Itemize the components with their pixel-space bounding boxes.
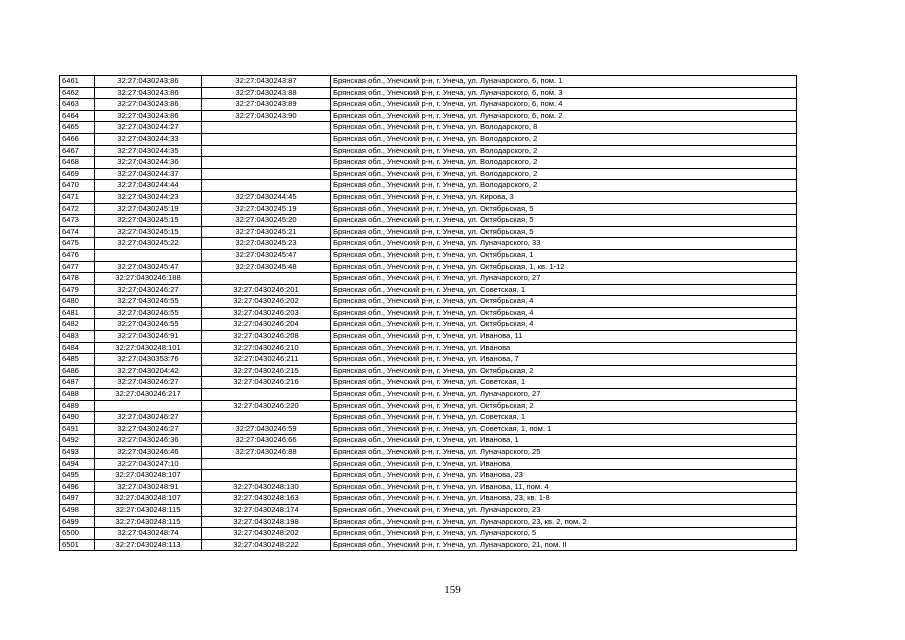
address-cell: Брянская обл., Унечский р-н, г. Унеча, ул. Октябрьская, 2 bbox=[331, 365, 797, 377]
table-row bbox=[60, 122, 797, 134]
row-number-cell: 6475 bbox=[60, 238, 95, 250]
cadastral-number-cell: 32:27:0430245:15 bbox=[95, 215, 202, 227]
object-number-cell: 32:27:0430245:23 bbox=[202, 238, 331, 250]
address-cell: Брянская обл., Унечский р-н, г. Унеча, ул. Володарского, 2 bbox=[331, 157, 797, 169]
cadastral-number-cell: 32:27:0430244:35 bbox=[95, 145, 202, 157]
cadastral-number-cell: 32:27:0430246:36 bbox=[95, 435, 202, 447]
object-number-cell: 32:27:0430246:59 bbox=[202, 423, 331, 435]
object-number-cell: 32:27:0430245:48 bbox=[202, 261, 331, 273]
object-number-cell bbox=[202, 412, 331, 424]
row-number-cell: 6461 bbox=[60, 76, 95, 88]
row-number-cell: 6469 bbox=[60, 168, 95, 180]
address-cell: Брянская обл., Унечский р-н, г. Унеча, ул. Иванова bbox=[331, 458, 797, 470]
row-number-cell: 6472 bbox=[60, 203, 95, 215]
table-row bbox=[60, 377, 797, 389]
address-cell: Брянская обл., Унечский р-н, г. Унеча, ул. Советская, 1 bbox=[331, 412, 797, 424]
table-row bbox=[60, 331, 797, 343]
object-number-cell: 32:27:0430246:66 bbox=[202, 435, 331, 447]
row-number-cell: 6497 bbox=[60, 493, 95, 505]
table-row bbox=[60, 412, 797, 424]
row-number-cell: 6465 bbox=[60, 122, 95, 134]
object-number-cell: 32:27:0430246:204 bbox=[202, 319, 331, 331]
cadastral-number-cell bbox=[95, 249, 202, 261]
registry-table-body bbox=[60, 76, 797, 551]
row-number-cell: 6471 bbox=[60, 191, 95, 203]
row-number-cell: 6479 bbox=[60, 284, 95, 296]
object-number-cell: 32:27:0430244:45 bbox=[202, 191, 331, 203]
row-number-cell: 6491 bbox=[60, 423, 95, 435]
table-row bbox=[60, 203, 797, 215]
table-row bbox=[60, 389, 797, 401]
address-cell: Брянская обл., Унечский р-н, г. Унеча, ул. Октябрьская, 2 bbox=[331, 400, 797, 412]
address-cell: Брянская обл., Унечский р-н, г. Унеча, ул. Октябрьская, 1, кв. 1-12 bbox=[331, 261, 797, 273]
cadastral-number-cell: 32:27:0430353:76 bbox=[95, 354, 202, 366]
cadastral-number-cell: 32:27:0430244:27 bbox=[95, 122, 202, 134]
cadastral-number-cell: 32:27:0430246:55 bbox=[95, 296, 202, 308]
row-number-cell: 6498 bbox=[60, 504, 95, 516]
address-cell: Брянская обл., Унечский р-н, г. Унеча, ул. Октябрьская, 4 bbox=[331, 307, 797, 319]
cadastral-number-cell: 32:27:0430204:42 bbox=[95, 365, 202, 377]
object-number-cell: 32:27:0430246:210 bbox=[202, 342, 331, 354]
table-row bbox=[60, 400, 797, 412]
address-cell: Брянская обл., Унечский р-н, г. Унеча, ул. Советская, 1 bbox=[331, 377, 797, 389]
table-row bbox=[60, 319, 797, 331]
address-cell: Брянская обл., Унечский р-н, г. Унеча, ул. Луначарского, 6, пом. 1 bbox=[331, 76, 797, 88]
row-number-cell: 6481 bbox=[60, 307, 95, 319]
row-number-cell: 6493 bbox=[60, 447, 95, 459]
cadastral-number-cell: 32:27:0430246:91 bbox=[95, 331, 202, 343]
table-row bbox=[60, 447, 797, 459]
address-cell: Брянская обл., Унечский р-н, г. Унеча, ул. Советская, 1 bbox=[331, 284, 797, 296]
cadastral-number-cell: 32:27:0430248:107 bbox=[95, 493, 202, 505]
cadastral-number-cell: 32:27:0430248:113 bbox=[95, 539, 202, 551]
row-number-cell: 6467 bbox=[60, 145, 95, 157]
cadastral-number-cell: 32:27:0430243:86 bbox=[95, 110, 202, 122]
object-number-cell: 32:27:0430243:87 bbox=[202, 76, 331, 88]
address-cell: Брянская обл., Унечский р-н, г. Унеча, ул. Октябрьская, 5 bbox=[331, 203, 797, 215]
row-number-cell: 6501 bbox=[60, 539, 95, 551]
cadastral-number-cell: 32:27:0430246:55 bbox=[95, 307, 202, 319]
object-number-cell bbox=[202, 145, 331, 157]
table-row bbox=[60, 191, 797, 203]
table-row bbox=[60, 76, 797, 88]
address-cell: Брянская обл., Унечский р-н, г. Унеча, ул. Луначарского, 25 bbox=[331, 447, 797, 459]
cadastral-number-cell: 32:27:0430245:22 bbox=[95, 238, 202, 250]
object-number-cell bbox=[202, 157, 331, 169]
object-number-cell: 32:27:0430243:89 bbox=[202, 99, 331, 111]
table-row bbox=[60, 516, 797, 528]
address-cell: Брянская обл., Унечский р-н, г. Унеча, ул. Иванова, 1 bbox=[331, 435, 797, 447]
row-number-cell: 6487 bbox=[60, 377, 95, 389]
object-number-cell: 32:27:0430245:21 bbox=[202, 226, 331, 238]
page-number: 159 bbox=[444, 584, 461, 596]
cadastral-number-cell: 32:27:0430246:217 bbox=[95, 389, 202, 401]
row-number-cell: 6462 bbox=[60, 87, 95, 99]
address-cell: Брянская обл., Унечский р-н, г. Унеча, ул. Иванова, 11 bbox=[331, 331, 797, 343]
address-cell: Брянская обл., Унечский р-н, г. Унеча, ул. Володарского, 2 bbox=[331, 133, 797, 145]
cadastral-number-cell: 32:27:0430246:46 bbox=[95, 447, 202, 459]
table-row bbox=[60, 504, 797, 516]
object-number-cell: 32:27:0430248:163 bbox=[202, 493, 331, 505]
object-number-cell bbox=[202, 180, 331, 192]
object-number-cell: 32:27:0430243:90 bbox=[202, 110, 331, 122]
object-number-cell: 32:27:0430248:202 bbox=[202, 528, 331, 540]
row-number-cell: 6483 bbox=[60, 331, 95, 343]
row-number-cell: 6486 bbox=[60, 365, 95, 377]
table-row bbox=[60, 87, 797, 99]
address-cell: Брянская обл., Унечский р-н, г. Унеча, ул. Октябрьская, 4 bbox=[331, 319, 797, 331]
address-cell: Брянская обл., Унечский р-н, г. Унеча, ул. Луначарского, 27 bbox=[331, 389, 797, 401]
object-number-cell: 32:27:0430245:47 bbox=[202, 249, 331, 261]
address-cell: Брянская обл., Унечский р-н, г. Унеча, ул. Советская, 1, пом. 1 bbox=[331, 423, 797, 435]
table-row bbox=[60, 110, 797, 122]
object-number-cell: 32:27:0430248:198 bbox=[202, 516, 331, 528]
cadastral-number-cell: 32:27:0430248:91 bbox=[95, 481, 202, 493]
object-number-cell: 32:27:0430245:19 bbox=[202, 203, 331, 215]
cadastral-number-cell: 32:27:0430248:101 bbox=[95, 342, 202, 354]
cadastral-number-cell: 32:27:0430243:86 bbox=[95, 76, 202, 88]
table-row bbox=[60, 145, 797, 157]
address-cell: Брянская обл., Унечский р-н, г. Унеча, ул. Володарского, 8 bbox=[331, 122, 797, 134]
address-cell: Брянская обл., Унечский р-н, г. Унеча, ул. Володарского, 2 bbox=[331, 180, 797, 192]
row-number-cell: 6494 bbox=[60, 458, 95, 470]
table-row bbox=[60, 261, 797, 273]
table-row bbox=[60, 133, 797, 145]
table-row bbox=[60, 435, 797, 447]
row-number-cell: 6478 bbox=[60, 273, 95, 285]
cadastral-number-cell: 32:27:0430246:27 bbox=[95, 423, 202, 435]
table-row bbox=[60, 342, 797, 354]
address-cell: Брянская обл., Унечский р-н, г. Унеча, ул. Октябрьская, 1 bbox=[331, 249, 797, 261]
object-number-cell bbox=[202, 458, 331, 470]
table-row bbox=[60, 273, 797, 285]
address-cell: Брянская обл., Унечский р-н, г. Унеча, ул. Кирова, 3 bbox=[331, 191, 797, 203]
cadastral-number-cell: 32:27:0430248:107 bbox=[95, 470, 202, 482]
object-number-cell bbox=[202, 470, 331, 482]
address-cell: Брянская обл., Унечский р-н, г. Унеча, ул. Иванова bbox=[331, 342, 797, 354]
row-number-cell: 6480 bbox=[60, 296, 95, 308]
row-number-cell: 6495 bbox=[60, 470, 95, 482]
address-cell: Брянская обл., Унечский р-н, г. Унеча, ул. Володарского, 2 bbox=[331, 145, 797, 157]
cadastral-number-cell: 32:27:0430248:115 bbox=[95, 504, 202, 516]
table-row bbox=[60, 249, 797, 261]
table-row bbox=[60, 296, 797, 308]
table-row bbox=[60, 528, 797, 540]
table-row bbox=[60, 481, 797, 493]
row-number-cell: 6473 bbox=[60, 215, 95, 227]
row-number-cell: 6496 bbox=[60, 481, 95, 493]
address-cell: Брянская обл., Унечский р-н, г. Унеча, ул. Иванова, 23, кв. 1-8 bbox=[331, 493, 797, 505]
object-number-cell: 32:27:0430246:208 bbox=[202, 331, 331, 343]
object-number-cell bbox=[202, 389, 331, 401]
address-cell: Брянская обл., Унечский р-н, г. Унеча, ул. Иванова, 23 bbox=[331, 470, 797, 482]
cadastral-number-cell: 32:27:0430245:15 bbox=[95, 226, 202, 238]
row-number-cell: 6489 bbox=[60, 400, 95, 412]
cadastral-number-cell: 32:27:0430246:27 bbox=[95, 412, 202, 424]
address-cell: Брянская обл., Унечский р-н, г. Унеча, ул. Луначарского, 5 bbox=[331, 528, 797, 540]
cadastral-number-cell: 32:27:0430245:47 bbox=[95, 261, 202, 273]
object-number-cell: 32:27:0430246:201 bbox=[202, 284, 331, 296]
table-row bbox=[60, 180, 797, 192]
object-number-cell: 32:27:0430246:203 bbox=[202, 307, 331, 319]
cadastral-number-cell: 32:27:0430244:37 bbox=[95, 168, 202, 180]
row-number-cell: 6464 bbox=[60, 110, 95, 122]
table-row bbox=[60, 307, 797, 319]
address-cell: Брянская обл., Унечский р-н, г. Унеча, ул. Луначарского, 6, пом. 4 bbox=[331, 99, 797, 111]
address-cell: Брянская обл., Унечский р-н, г. Унеча, ул. Луначарского, 21, пом. II bbox=[331, 539, 797, 551]
table-row bbox=[60, 284, 797, 296]
table-row bbox=[60, 215, 797, 227]
row-number-cell: 6474 bbox=[60, 226, 95, 238]
cadastral-number-cell: 32:27:0430244:23 bbox=[95, 191, 202, 203]
object-number-cell bbox=[202, 168, 331, 180]
object-number-cell: 32:27:0430248:130 bbox=[202, 481, 331, 493]
row-number-cell: 6482 bbox=[60, 319, 95, 331]
address-cell: Брянская обл., Унечский р-н, г. Унеча, ул. Луначарского, 6, пом. 3 bbox=[331, 87, 797, 99]
cadastral-number-cell: 32:27:0430243:86 bbox=[95, 87, 202, 99]
object-number-cell: 32:27:0430246:202 bbox=[202, 296, 331, 308]
cadastral-number-cell: 32:27:0430246:55 bbox=[95, 319, 202, 331]
row-number-cell: 6490 bbox=[60, 412, 95, 424]
table-row bbox=[60, 354, 797, 366]
address-cell: Брянская обл., Унечский р-н, г. Унеча, ул. Володарского, 2 bbox=[331, 168, 797, 180]
object-number-cell: 32:27:0430243:88 bbox=[202, 87, 331, 99]
address-cell: Брянская обл., Унечский р-н, г. Унеча, ул. Луначарского, 27 bbox=[331, 273, 797, 285]
row-number-cell: 6466 bbox=[60, 133, 95, 145]
table-row bbox=[60, 168, 797, 180]
cadastral-number-cell: 32:27:0430248:115 bbox=[95, 516, 202, 528]
cadastral-number-cell: 32:27:0430247:10 bbox=[95, 458, 202, 470]
row-number-cell: 6468 bbox=[60, 157, 95, 169]
cadastral-number-cell: 32:27:0430244:33 bbox=[95, 133, 202, 145]
address-cell: Брянская обл., Унечский р-н, г. Унеча, ул. Иванова, 11, пом. 4 bbox=[331, 481, 797, 493]
object-number-cell bbox=[202, 273, 331, 285]
object-number-cell bbox=[202, 133, 331, 145]
table-row bbox=[60, 99, 797, 111]
table-row bbox=[60, 226, 797, 238]
object-number-cell: 32:27:0430246:216 bbox=[202, 377, 331, 389]
table-row bbox=[60, 238, 797, 250]
address-cell: Брянская обл., Унечский р-н, г. Унеча, ул. Октябрьская, 4 bbox=[331, 296, 797, 308]
table-row bbox=[60, 458, 797, 470]
address-cell: Брянская обл., Унечский р-н, г. Унеча, ул. Луначарского, 23 bbox=[331, 504, 797, 516]
row-number-cell: 6488 bbox=[60, 389, 95, 401]
table-row bbox=[60, 470, 797, 482]
row-number-cell: 6463 bbox=[60, 99, 95, 111]
registry-table bbox=[59, 75, 797, 551]
cadastral-number-cell: 32:27:0430246:27 bbox=[95, 284, 202, 296]
object-number-cell: 32:27:0430246:215 bbox=[202, 365, 331, 377]
address-cell: Брянская обл., Унечский р-н, г. Унеча, ул. Октябрьская, 5 bbox=[331, 215, 797, 227]
row-number-cell: 6500 bbox=[60, 528, 95, 540]
object-number-cell: 32:27:0430245:20 bbox=[202, 215, 331, 227]
row-number-cell: 6470 bbox=[60, 180, 95, 192]
object-number-cell: 32:27:0430246:220 bbox=[202, 400, 331, 412]
address-cell: Брянская обл., Унечский р-н, г. Унеча, ул. Луначарского, 6, пом. 2 bbox=[331, 110, 797, 122]
cadastral-number-cell: 32:27:0430245:19 bbox=[95, 203, 202, 215]
address-cell: Брянская обл., Унечский р-н, г. Унеча, ул. Луначарского, 23, кв. 2, пом. 2 bbox=[331, 516, 797, 528]
cadastral-number-cell: 32:27:0430243:86 bbox=[95, 99, 202, 111]
row-number-cell: 6476 bbox=[60, 249, 95, 261]
cadastral-number-cell: 32:27:0430246:27 bbox=[95, 377, 202, 389]
cadastral-number-cell: 32:27:0430246:188 bbox=[95, 273, 202, 285]
cadastral-number-cell: 32:27:0430244:36 bbox=[95, 157, 202, 169]
row-number-cell: 6484 bbox=[60, 342, 95, 354]
cadastral-number-cell: 32:27:0430248:74 bbox=[95, 528, 202, 540]
row-number-cell: 6477 bbox=[60, 261, 95, 273]
table-row bbox=[60, 539, 797, 551]
row-number-cell: 6499 bbox=[60, 516, 95, 528]
object-number-cell: 32:27:0430248:222 bbox=[202, 539, 331, 551]
object-number-cell: 32:27:0430248:174 bbox=[202, 504, 331, 516]
row-number-cell: 6492 bbox=[60, 435, 95, 447]
object-number-cell: 32:27:0430246:211 bbox=[202, 354, 331, 366]
table-row bbox=[60, 157, 797, 169]
table-row bbox=[60, 493, 797, 505]
address-cell: Брянская обл., Унечский р-н, г. Унеча, ул. Иванова, 7 bbox=[331, 354, 797, 366]
address-cell: Брянская обл., Унечский р-н, г. Унеча, ул. Октябрьская, 5 bbox=[331, 226, 797, 238]
object-number-cell bbox=[202, 122, 331, 134]
object-number-cell: 32:27:0430246:88 bbox=[202, 447, 331, 459]
table-row bbox=[60, 423, 797, 435]
address-cell: Брянская обл., Унечский р-н, г. Унеча, ул. Луначарского, 33 bbox=[331, 238, 797, 250]
cadastral-number-cell bbox=[95, 400, 202, 412]
cadastral-number-cell: 32:27:0430244:44 bbox=[95, 180, 202, 192]
table-row bbox=[60, 365, 797, 377]
row-number-cell: 6485 bbox=[60, 354, 95, 366]
